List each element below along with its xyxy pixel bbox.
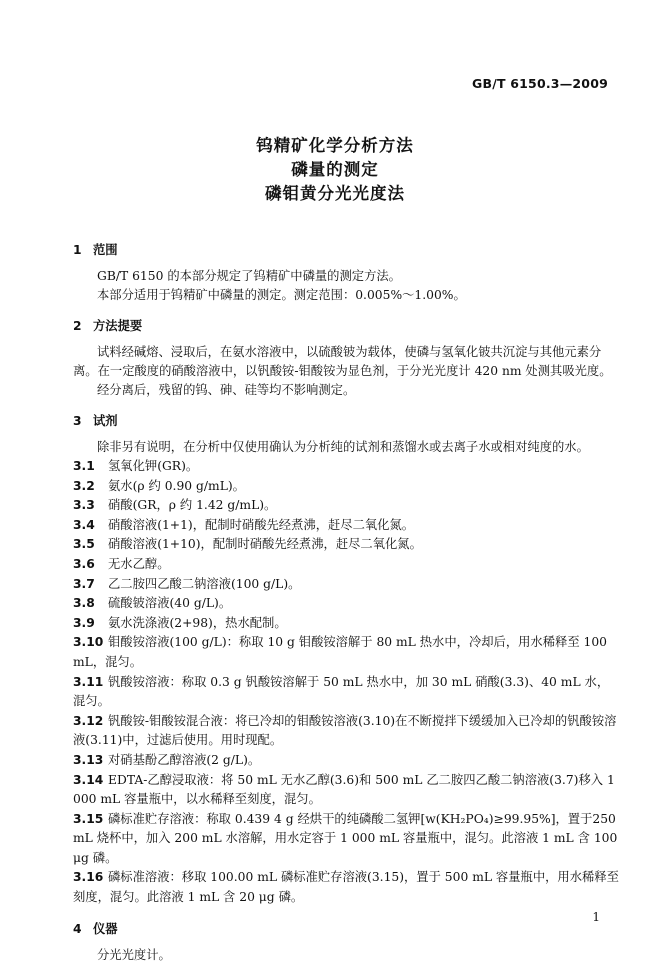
document-title bbox=[0, 134, 670, 206]
section-number: 2 bbox=[73, 319, 82, 333]
reagents-intro: 除非另有说明，在分析中仅使用确认为分析纯的试剂和蒸馏水或去离子水或相对纯度的水。 bbox=[97, 440, 589, 454]
reagent-text: 硫酸铍溶液(40 g/L)。 bbox=[108, 596, 232, 611]
reagent-text: 磷标准溶液：移取 100.00 mL 磷标准贮存溶液(3.15)，置于 500 mL 容量瓶中，用水稀释至刻度，混匀。此溶液 1 mL 含 20 μg 磷。 bbox=[73, 870, 619, 905]
section-heading-apparatus bbox=[73, 920, 621, 938]
reagent-text: 氨水洗涤液(2+98)，热水配制。 bbox=[108, 615, 287, 630]
reagent-number: 3.6 bbox=[73, 556, 95, 571]
reagent-number: 3.10 bbox=[73, 635, 104, 650]
reagent-item bbox=[73, 516, 621, 536]
page-number: 1 bbox=[592, 910, 600, 924]
paragraph: 本部分适用于钨精矿中磷量的测定。测定范围：0.005%～1.00%。 bbox=[97, 288, 466, 302]
section-number: 1 bbox=[73, 243, 82, 257]
reagent-number: 3.9 bbox=[73, 615, 95, 630]
section-heading-scope bbox=[73, 241, 621, 259]
reagent-number: 3.7 bbox=[73, 576, 95, 591]
reagent-item bbox=[73, 712, 621, 751]
section-title: 仪器 bbox=[93, 921, 118, 936]
reagent-item bbox=[73, 868, 621, 907]
reagent-text: 氨水(ρ 约 0.90 g/mL)。 bbox=[108, 478, 245, 493]
section-heading-reagents bbox=[73, 412, 621, 430]
section-title: 试剂 bbox=[93, 414, 118, 428]
reagent-text: 钒酸铵-钼酸铵混合液：将已冷却的钼酸铵溶液(3.10)在不断搅拌下缓缓加入已冷却的钒酸铵溶液(3.11)中，过滤后使用。用时现配。 bbox=[73, 713, 617, 748]
reagent-text: 硝酸(GR，ρ 约 1.42 g/mL)。 bbox=[108, 498, 277, 513]
paragraph: 分光光度计。 bbox=[97, 947, 171, 962]
reagent-number: 3.15 bbox=[73, 811, 104, 826]
reagent-item bbox=[73, 477, 621, 497]
reagent-text: 无水乙醇。 bbox=[108, 556, 170, 571]
reagent-text: 硝酸溶液(1+10)，配制时硝酸先经煮沸，赶尽二氧化氮。 bbox=[108, 537, 422, 552]
reagent-item bbox=[73, 810, 621, 869]
reagent-item bbox=[73, 614, 621, 634]
reagent-item bbox=[73, 673, 621, 712]
section-title: 方法提要 bbox=[93, 319, 143, 333]
reagent-item bbox=[73, 457, 621, 477]
paragraph: 经分离后，残留的钨、砷、硅等均不影响测定。 bbox=[97, 383, 356, 397]
reagent-text: 氢氧化钾(GR)。 bbox=[108, 459, 199, 473]
reagent-item bbox=[73, 575, 621, 595]
reagent-number: 3.16 bbox=[73, 870, 104, 885]
reagent-text: EDTA-乙醇浸取液：将 50 mL 无水乙醇(3.6)和 500 mL 乙二胺四乙酸二钠溶液(3.7)移入 1 000 mL 容量瓶中，以水稀释至刻度，混匀。 bbox=[73, 772, 615, 807]
reagent-number: 3.8 bbox=[73, 596, 95, 611]
title-line-1: 钨精矿化学分析方法 bbox=[256, 136, 414, 155]
document-body bbox=[73, 241, 621, 965]
standard-code: GB/T 6150.3—2009 bbox=[472, 76, 608, 91]
reagent-text: 磷标准贮存溶液：称取 0.439 4 g 经烘干的纯磷酸二氢钾[w(KH₂PO₄)≥99.95%]，置于250 mL 烧杯中，加入 200 mL 水溶解，用水定容于 1 000 mL 容量瓶中，混匀。此溶液 1 mL 含 100 μg 磷。 bbox=[73, 811, 618, 865]
reagent-number: 3.1 bbox=[73, 459, 95, 473]
reagent-text: 乙二胺四乙酸二钠溶液(100 g/L)。 bbox=[108, 576, 301, 591]
reagent-item bbox=[73, 751, 621, 771]
reagent-number: 3.3 bbox=[73, 498, 95, 513]
reagent-text: 硝酸溶液(1+1)，配制时硝酸先经煮沸，赶尽二氧化氮。 bbox=[108, 517, 415, 532]
reagent-list bbox=[73, 457, 621, 908]
reagent-number: 3.12 bbox=[73, 713, 104, 728]
reagent-text: 钒酸铵溶液：称取 0.3 g 钒酸铵溶解于 50 mL 热水中，加 30 mL 硝酸(3.3)、40 mL 水，混匀。 bbox=[73, 674, 610, 709]
reagent-number: 3.2 bbox=[73, 478, 95, 493]
reagent-number: 3.14 bbox=[73, 772, 104, 787]
reagent-item bbox=[73, 496, 621, 516]
section-title: 范围 bbox=[93, 243, 118, 257]
section-number: 4 bbox=[73, 921, 82, 936]
title-line-3: 磷钼黄分光光度法 bbox=[265, 184, 405, 203]
paragraph: GB/T 6150 的本部分规定了钨精矿中磷量的测定方法。 bbox=[97, 269, 401, 283]
reagent-item bbox=[73, 633, 621, 672]
title-line-2: 磷量的测定 bbox=[291, 160, 379, 179]
reagent-text: 钼酸铵溶液(100 g/L)：称取 10 g 钼酸铵溶解于 80 mL 热水中，冷却后，用水稀释至 100 mL，混匀。 bbox=[73, 635, 607, 669]
reagent-text: 对硝基酚乙醇溶液(2 g/L)。 bbox=[108, 752, 261, 767]
section-number: 3 bbox=[73, 414, 82, 428]
reagent-item bbox=[73, 535, 621, 555]
reagent-item bbox=[73, 594, 621, 614]
reagent-item bbox=[73, 555, 621, 575]
section-heading-principle bbox=[73, 317, 621, 335]
reagent-number: 3.11 bbox=[73, 674, 104, 689]
reagent-number: 3.5 bbox=[73, 537, 95, 552]
reagent-number: 3.13 bbox=[73, 752, 104, 767]
reagent-item bbox=[73, 771, 621, 810]
reagent-number: 3.4 bbox=[73, 517, 95, 532]
paragraph: 试料经碱熔、浸取后，在氨水溶液中，以硫酸铍为载体，使磷与氢氧化铍共沉淀与其他元素分离。在一定酸度的硝酸溶液中，以钒酸铵-钼酸铵为显色剂，于分光光度计 420 nm 处测其吸光度。 bbox=[73, 345, 612, 378]
